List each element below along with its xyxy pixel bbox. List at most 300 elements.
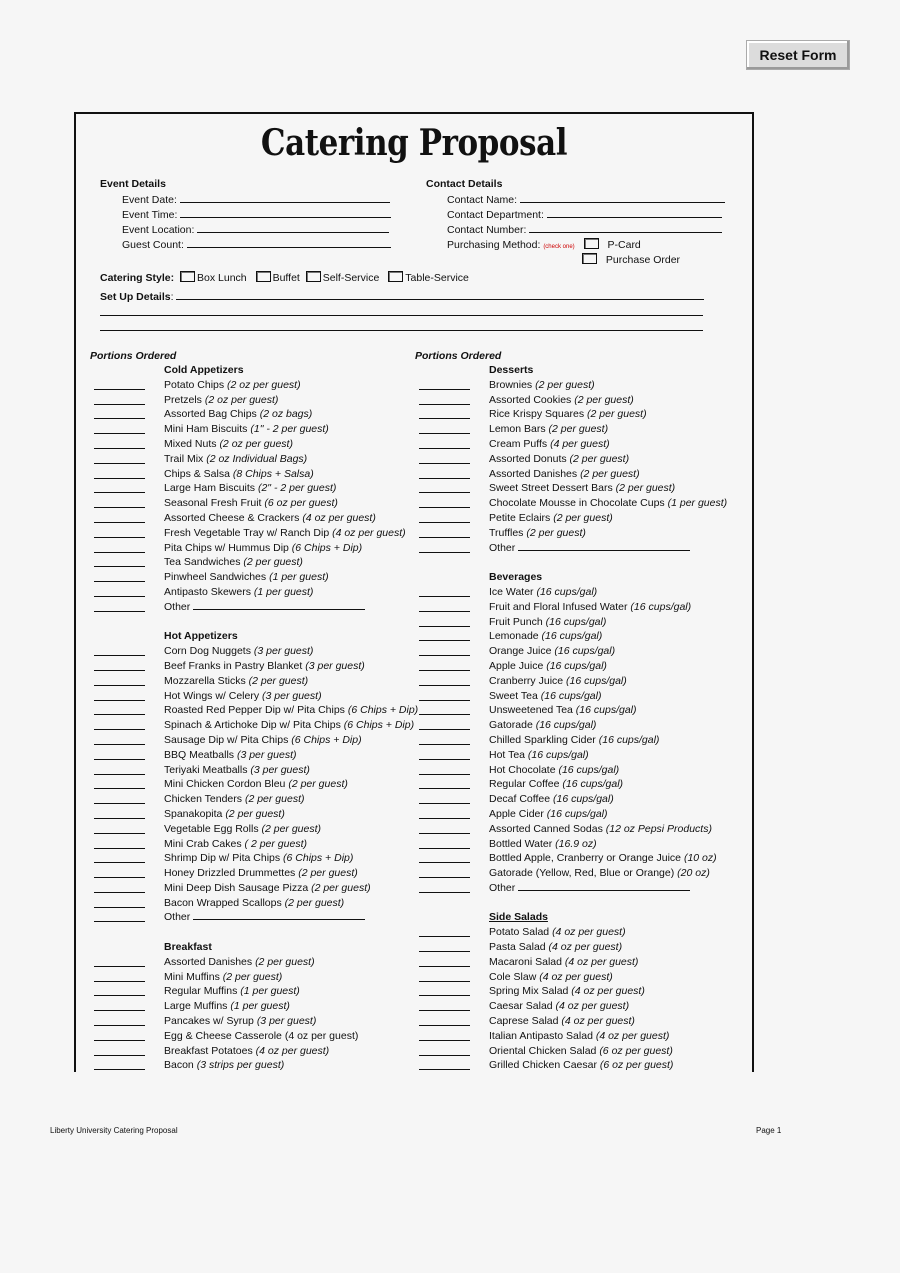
portion-quantity-field[interactable] <box>419 877 470 878</box>
menu-item-label: Spring Mix Salad (4 oz per guest) <box>489 985 645 998</box>
menu-item-label: Brownies (2 per guest) <box>489 378 595 391</box>
menu-item-row <box>94 481 404 496</box>
other-item-row <box>419 881 749 896</box>
menu-item-label: Bottled Water (16.9 oz) <box>489 837 597 850</box>
section-header <box>419 910 749 925</box>
portion-quantity-field[interactable] <box>419 1069 470 1070</box>
menu-item-row <box>419 984 749 999</box>
menu-item-row <box>94 659 404 674</box>
menu-item-row <box>419 452 749 467</box>
menu-item-label: Antipasto Skewers (1 per guest) <box>164 585 314 598</box>
event-date-field[interactable]: Event Date: <box>122 193 390 206</box>
menu-item-label: Other <box>489 541 690 556</box>
menu-item-label: Fruit Punch (16 cups/gal) <box>489 615 607 628</box>
menu-item-row <box>419 940 749 955</box>
portion-quantity-field[interactable] <box>419 492 470 493</box>
menu-item-label: Other <box>164 600 402 615</box>
menu-item-label: Assorted Danishes (2 per guest) <box>489 467 640 480</box>
menu-item-row <box>94 999 404 1014</box>
section-header <box>94 629 404 644</box>
menu-item-label: Roasted Red Pepper Dip w/ Pita Chips (6 Chips + Dip) <box>164 704 419 717</box>
portion-quantity-field[interactable] <box>419 404 470 405</box>
portion-quantity-field[interactable] <box>94 848 145 849</box>
menu-item-label: Italian Antipasto Salad (4 oz per guest) <box>489 1029 670 1042</box>
menu-item-label: Regular Coffee (16 cups/gal) <box>489 778 624 791</box>
other-item-field[interactable] <box>518 542 690 551</box>
menu-item-row <box>419 955 749 970</box>
menu-item-row <box>419 644 749 659</box>
section-title: Desserts <box>489 364 534 376</box>
portion-quantity-field[interactable] <box>94 448 145 449</box>
menu-item-label: Cranberry Juice (16 cups/gal) <box>489 674 627 687</box>
menu-item-label: Spanakopita (2 per guest) <box>164 807 285 820</box>
menu-item-row <box>94 1029 404 1044</box>
menu-item-row <box>94 777 404 792</box>
menu-item-row <box>94 837 404 852</box>
right-menu-column <box>419 363 749 1073</box>
portion-quantity-field[interactable] <box>419 936 470 937</box>
menu-item-label: Cream Puffs (4 per guest) <box>489 437 610 450</box>
setup-line-2[interactable] <box>100 315 703 316</box>
portions-ordered-right: Portions Ordered <box>415 350 502 362</box>
menu-item-row <box>94 422 404 437</box>
menu-item-label: Bottled Apple, Cranberry or Orange Juice (10 oz) <box>489 852 717 865</box>
menu-item-row <box>419 925 749 940</box>
menu-item-row <box>419 733 749 748</box>
menu-item-label: Large Muffins (1 per guest) <box>164 1000 290 1013</box>
menu-item-row <box>94 689 404 704</box>
menu-item-row <box>94 896 404 911</box>
menu-item-row <box>94 1014 404 1029</box>
menu-item-label: Bacon Wrapped Scallops (2 per guest) <box>164 896 345 909</box>
portion-quantity-field[interactable] <box>94 995 145 996</box>
menu-item-label: Egg & Cheese Casserole (4 oz per guest) <box>164 1029 359 1042</box>
portion-quantity-field[interactable] <box>94 552 145 553</box>
menu-item-label: Truffles (2 per guest) <box>489 526 586 539</box>
menu-item-row <box>94 437 404 452</box>
menu-item-label: Pancakes w/ Syrup (3 per guest) <box>164 1015 317 1028</box>
menu-item-label: Chips & Salsa (8 Chips + Salsa) <box>164 467 314 480</box>
menu-item-label: Petite Eclairs (2 per guest) <box>489 511 613 524</box>
portion-quantity-field[interactable] <box>419 552 470 553</box>
portion-quantity-field[interactable] <box>94 492 145 493</box>
menu-item-row <box>94 541 404 556</box>
section-title: Beverages <box>489 571 543 584</box>
menu-item-row <box>94 511 404 526</box>
menu-item-label: Mixed Nuts (2 oz per guest) <box>164 437 293 450</box>
portion-quantity-field[interactable] <box>419 995 470 996</box>
other-item-field[interactable] <box>193 911 365 920</box>
portion-quantity-field[interactable] <box>94 921 145 922</box>
menu-item-label: Bacon (3 strips per guest) <box>164 1059 285 1072</box>
reset-form-button[interactable]: Reset Form <box>746 40 850 70</box>
menu-item-row <box>419 526 749 541</box>
menu-item-label: Pretzels (2 oz per guest) <box>164 393 279 406</box>
left-menu-column <box>94 363 419 1073</box>
menu-item-label: Breakfast Potatoes (4 oz per guest) <box>164 1044 330 1057</box>
menu-item-label: Hot Wings w/ Celery (3 per guest) <box>164 689 322 702</box>
menu-item-label: Cole Slaw (4 oz per guest) <box>489 970 613 983</box>
portion-quantity-field[interactable] <box>419 478 470 479</box>
menu-item-row <box>94 378 404 393</box>
pcard-checkbox[interactable] <box>584 238 599 249</box>
table-service-checkbox[interactable] <box>388 271 403 282</box>
section-header <box>94 940 404 955</box>
contact-department-field[interactable]: Contact Department: <box>447 208 722 221</box>
menu-item-row <box>94 792 404 807</box>
portion-quantity-field[interactable] <box>94 966 145 967</box>
menu-item-label: Teriyaki Meatballs (3 per guest) <box>164 763 310 776</box>
portion-quantity-field[interactable] <box>419 1025 470 1026</box>
portion-quantity-field[interactable] <box>94 1025 145 1026</box>
contact-details-heading: Contact Details <box>426 178 503 190</box>
portion-quantity-field[interactable] <box>94 522 145 523</box>
menu-item-label: Chicken Tenders (2 per guest) <box>164 793 305 806</box>
menu-item-label: Mini Muffins (2 per guest) <box>164 970 283 983</box>
portion-quantity-field[interactable] <box>419 640 470 641</box>
menu-item-row <box>419 629 749 644</box>
portion-quantity-field[interactable] <box>419 418 470 419</box>
portion-quantity-field[interactable] <box>94 433 145 434</box>
menu-item-row <box>94 822 404 837</box>
purchasing-method: Purchasing Method: (check one) P-Card <box>447 239 641 251</box>
menu-item-row <box>419 659 749 674</box>
portion-quantity-field[interactable] <box>94 404 145 405</box>
event-location-field[interactable]: Event Location: <box>122 223 389 236</box>
menu-item-row <box>419 496 749 511</box>
portion-quantity-field[interactable] <box>419 685 470 686</box>
menu-item-row <box>419 600 749 615</box>
menu-item-row <box>94 674 404 689</box>
setup-line-3[interactable] <box>100 330 703 331</box>
portion-quantity-field[interactable] <box>94 581 145 582</box>
menu-item-label: Macaroni Salad (4 oz per guest) <box>489 955 639 968</box>
menu-item-row <box>94 866 404 881</box>
menu-item-label: Beef Franks in Pastry Blanket (3 per guest) <box>164 659 365 672</box>
menu-item-label: Lemonade (16 cups/gal) <box>489 630 603 643</box>
menu-item-row <box>94 467 404 482</box>
portion-quantity-field[interactable] <box>94 463 145 464</box>
menu-item-label: Apple Cider (16 cups/gal) <box>489 807 608 820</box>
check-one-note: (check one) <box>543 244 575 250</box>
purchase-order-checkbox[interactable] <box>582 253 597 264</box>
portion-quantity-field[interactable] <box>94 478 145 479</box>
menu-item-label: Gatorade (Yellow, Red, Blue or Orange) (20 oz) <box>489 867 710 880</box>
portion-quantity-field[interactable] <box>419 433 470 434</box>
menu-item-row <box>94 984 404 999</box>
menu-item-row <box>419 807 749 822</box>
menu-item-label: Decaf Coffee (16 cups/gal) <box>489 793 614 806</box>
menu-item-row <box>419 822 749 837</box>
portion-quantity-field[interactable] <box>419 833 470 834</box>
portion-quantity-field[interactable] <box>419 1040 470 1041</box>
section-title: Breakfast <box>164 941 212 954</box>
portion-quantity-field[interactable] <box>94 862 145 863</box>
menu-item-label: Gatorade (16 cups/gal) <box>489 719 597 732</box>
portion-quantity-field[interactable] <box>419 448 470 449</box>
menu-item-label: Fresh Vegetable Tray w/ Ranch Dip (4 oz per guest) <box>164 526 406 539</box>
portion-quantity-field[interactable] <box>419 611 470 612</box>
box-lunch-checkbox[interactable] <box>180 271 195 282</box>
menu-item-label: Sausage Dip w/ Pita Chips (6 Chips + Dip) <box>164 733 362 746</box>
menu-item-label: Assorted Cookies (2 per guest) <box>489 393 634 406</box>
menu-item-row <box>94 807 404 822</box>
menu-item-row <box>419 703 749 718</box>
self-service-checkbox[interactable] <box>306 271 321 282</box>
menu-item-row <box>419 970 749 985</box>
menu-item-row <box>419 763 749 778</box>
menu-item-label: Assorted Bag Chips (2 oz bags) <box>164 408 313 421</box>
contact-name-field[interactable]: Contact Name: <box>447 193 725 206</box>
portion-quantity-field[interactable] <box>419 714 470 715</box>
portion-quantity-field[interactable] <box>94 1040 145 1041</box>
menu-item-label: Chocolate Mousse in Chocolate Cups (1 per guest) <box>489 497 728 510</box>
portion-quantity-field[interactable] <box>94 670 145 671</box>
menu-item-row <box>419 689 749 704</box>
menu-item-row <box>94 1058 404 1073</box>
guest-count-field[interactable]: Guest Count: <box>122 238 391 251</box>
portion-quantity-field[interactable] <box>94 685 145 686</box>
menu-item-label: Other <box>164 910 402 925</box>
menu-item-row <box>419 792 749 807</box>
menu-item-label: Honey Drizzled Drummettes (2 per guest) <box>164 867 358 880</box>
menu-item-label: Potato Chips (2 oz per guest) <box>164 378 301 391</box>
portion-quantity-field[interactable] <box>419 596 470 597</box>
menu-item-row <box>419 1029 749 1044</box>
portion-quantity-field[interactable] <box>419 537 470 538</box>
portion-quantity-field[interactable] <box>94 389 145 390</box>
menu-item-row <box>419 837 749 852</box>
section-title: Hot Appetizers <box>164 630 238 643</box>
menu-item-row <box>419 407 749 422</box>
portion-quantity-field[interactable] <box>94 714 145 715</box>
portion-quantity-field[interactable] <box>94 981 145 982</box>
portion-quantity-field[interactable] <box>94 877 145 878</box>
portion-quantity-field[interactable] <box>94 759 145 760</box>
portion-quantity-field[interactable] <box>94 774 145 775</box>
event-details-heading: Event Details <box>100 178 166 190</box>
menu-item-label: Seasonal Fresh Fruit (6 oz per guest) <box>164 497 338 510</box>
menu-item-row <box>94 955 404 970</box>
contact-number-field[interactable]: Contact Number: <box>447 223 722 236</box>
menu-item-row <box>94 393 404 408</box>
menu-item-label: Corn Dog Nuggets (3 per guest) <box>164 645 314 658</box>
menu-item-label: Tea Sandwiches (2 per guest) <box>164 556 303 569</box>
spacer <box>94 925 404 940</box>
menu-item-row <box>94 644 404 659</box>
portion-quantity-field[interactable] <box>94 655 145 656</box>
portion-quantity-field[interactable] <box>419 759 470 760</box>
proposal-page <box>74 112 754 1072</box>
menu-item-label: Mini Deep Dish Sausage Pizza (2 per guest) <box>164 881 371 894</box>
portion-quantity-field[interactable] <box>94 700 145 701</box>
menu-item-label: Mozzarella Sticks (2 per guest) <box>164 674 309 687</box>
menu-item-label: Mini Chicken Cordon Bleu (2 per guest) <box>164 778 348 791</box>
menu-item-row <box>94 555 404 570</box>
event-time-field[interactable]: Event Time: <box>122 208 391 221</box>
menu-item-label: Potato Salad (4 oz per guest) <box>489 926 626 939</box>
menu-item-label: Other <box>489 881 690 896</box>
menu-item-row <box>419 851 749 866</box>
menu-item-label: Hot Tea (16 cups/gal) <box>489 748 589 761</box>
menu-item-row <box>419 1058 749 1073</box>
menu-item-label: Shrimp Dip w/ Pita Chips (6 Chips + Dip) <box>164 852 354 865</box>
menu-item-row <box>94 1044 404 1059</box>
menu-item-label: Oriental Chicken Salad (6 oz per guest) <box>489 1044 673 1057</box>
menu-item-label: Trail Mix (2 oz Individual Bags) <box>164 452 308 465</box>
portion-quantity-field[interactable] <box>94 596 145 597</box>
menu-item-label: Pinwheel Sandwiches (1 per guest) <box>164 571 329 584</box>
portion-quantity-field[interactable] <box>419 389 470 390</box>
menu-item-row <box>419 866 749 881</box>
menu-item-label: Assorted Donuts (2 per guest) <box>489 452 630 465</box>
menu-item-label: Sweet Street Dessert Bars (2 per guest) <box>489 482 676 495</box>
other-item-row <box>94 600 404 615</box>
portion-quantity-field[interactable] <box>419 522 470 523</box>
portion-quantity-field[interactable] <box>419 848 470 849</box>
menu-item-row <box>94 570 404 585</box>
menu-item-row <box>94 703 419 718</box>
menu-item-row <box>94 970 404 985</box>
section-header <box>419 363 749 378</box>
portion-quantity-field[interactable] <box>419 655 470 656</box>
spacer <box>419 896 749 911</box>
menu-item-label: Assorted Danishes (2 per guest) <box>164 955 315 968</box>
menu-item-row <box>419 585 749 600</box>
menu-item-row <box>419 1044 749 1059</box>
menu-item-label: Chilled Sparkling Cider (16 cups/gal) <box>489 733 660 746</box>
menu-item-row <box>94 526 404 541</box>
other-item-field[interactable] <box>518 882 690 891</box>
portion-quantity-field[interactable] <box>419 951 470 952</box>
portion-quantity-field[interactable] <box>94 1069 145 1070</box>
portion-quantity-field[interactable] <box>94 1055 145 1056</box>
menu-item-label: Rice Krispy Squares (2 per guest) <box>489 408 647 421</box>
menu-item-label: Ice Water (16 cups/gal) <box>489 585 598 598</box>
portion-quantity-field[interactable] <box>419 463 470 464</box>
catering-style: Catering Style: Box Lunch Buffet Self-Service Table-Service <box>100 272 469 284</box>
portion-quantity-field[interactable] <box>419 626 470 627</box>
menu-item-label: Regular Muffins (1 per guest) <box>164 985 300 998</box>
spacer <box>94 615 404 630</box>
menu-item-row <box>419 777 749 792</box>
portion-quantity-field[interactable] <box>419 966 470 967</box>
menu-item-label: Sweet Tea (16 cups/gal) <box>489 689 602 702</box>
portion-quantity-field[interactable] <box>419 803 470 804</box>
menu-item-label: Mini Ham Biscuits (1" - 2 per guest) <box>164 423 329 436</box>
menu-item-row <box>94 585 404 600</box>
menu-item-label: Hot Chocolate (16 cups/gal) <box>489 763 620 776</box>
portion-quantity-field[interactable] <box>94 892 145 893</box>
portion-quantity-field[interactable] <box>94 788 145 789</box>
menu-item-label: Caprese Salad (4 oz per guest) <box>489 1015 635 1028</box>
portion-quantity-field[interactable] <box>419 700 470 701</box>
buffet-checkbox[interactable] <box>256 271 271 282</box>
menu-item-label: Caesar Salad (4 oz per guest) <box>489 1000 630 1013</box>
menu-item-row <box>419 1014 749 1029</box>
portion-quantity-field[interactable] <box>419 892 470 893</box>
portion-quantity-field[interactable] <box>419 818 470 819</box>
menu-item-row <box>419 674 749 689</box>
portion-quantity-field[interactable] <box>94 507 145 508</box>
menu-item-row <box>94 718 415 733</box>
other-item-row <box>94 910 404 925</box>
portion-quantity-field[interactable] <box>419 774 470 775</box>
portion-quantity-field[interactable] <box>94 566 145 567</box>
portion-quantity-field[interactable] <box>419 788 470 789</box>
menu-item-label: Unsweetened Tea (16 cups/gal) <box>489 704 637 717</box>
menu-item-label: Large Ham Biscuits (2" - 2 per guest) <box>164 482 337 495</box>
portion-quantity-field[interactable] <box>419 862 470 863</box>
menu-item-row <box>419 511 749 526</box>
purchase-order-option: Purchase Order <box>582 253 680 266</box>
portion-quantity-field[interactable] <box>94 729 145 730</box>
portion-quantity-field[interactable] <box>419 981 470 982</box>
menu-item-row <box>94 851 404 866</box>
menu-item-label: Vegetable Egg Rolls (2 per guest) <box>164 822 322 835</box>
portions-ordered-left: Portions Ordered <box>90 350 177 362</box>
portion-quantity-field[interactable] <box>94 537 145 538</box>
menu-item-row <box>419 393 749 408</box>
portion-quantity-field[interactable] <box>419 729 470 730</box>
portion-quantity-field[interactable] <box>94 418 145 419</box>
page-title: Catering Proposal <box>260 122 568 164</box>
portion-quantity-field[interactable] <box>94 1010 145 1011</box>
menu-item-row <box>419 615 749 630</box>
menu-item-row <box>94 763 404 778</box>
menu-item-row <box>94 496 404 511</box>
menu-item-label: Pasta Salad (4 oz per guest) <box>489 941 623 954</box>
portion-quantity-field[interactable] <box>419 1055 470 1056</box>
portion-quantity-field[interactable] <box>94 818 145 819</box>
portion-quantity-field[interactable] <box>419 744 470 745</box>
footer-title: Liberty University Catering Proposal <box>50 1126 178 1135</box>
menu-item-label: Assorted Canned Sodas (12 oz Pepsi Products) <box>489 822 712 835</box>
portion-quantity-field[interactable] <box>94 611 145 612</box>
menu-item-row <box>419 748 749 763</box>
menu-item-row <box>94 452 404 467</box>
other-item-field[interactable] <box>193 601 365 610</box>
menu-item-label: BBQ Meatballs (3 per guest) <box>164 748 297 761</box>
section-header <box>94 363 404 378</box>
menu-item-row <box>419 378 749 393</box>
menu-item-label: Mini Crab Cakes ( 2 per guest) <box>164 837 307 850</box>
setup-details-field[interactable]: Set Up Details: <box>100 290 704 303</box>
portion-quantity-field[interactable] <box>94 907 145 908</box>
portion-quantity-field[interactable] <box>94 803 145 804</box>
portion-quantity-field[interactable] <box>419 507 470 508</box>
menu-item-row <box>94 733 404 748</box>
portion-quantity-field[interactable] <box>94 744 145 745</box>
menu-item-row <box>419 481 749 496</box>
menu-item-row <box>419 999 749 1014</box>
menu-item-label: Spinach & Artichoke Dip w/ Pita Chips (6 Chips + Dip) <box>164 719 415 732</box>
menu-item-label: Apple Juice (16 cups/gal) <box>489 659 607 672</box>
section-title: Cold Appetizers <box>164 364 244 376</box>
menu-item-row <box>94 407 404 422</box>
menu-item-row <box>419 437 749 452</box>
spacer <box>419 555 749 570</box>
portion-quantity-field[interactable] <box>419 1010 470 1011</box>
portion-quantity-field[interactable] <box>94 833 145 834</box>
menu-item-row <box>94 881 404 896</box>
menu-item-row <box>419 422 749 437</box>
portion-quantity-field[interactable] <box>419 670 470 671</box>
menu-item-row <box>419 718 749 733</box>
menu-item-label: Pita Chips w/ Hummus Dip (6 Chips + Dip) <box>164 541 363 554</box>
other-item-row <box>419 541 749 556</box>
section-header <box>419 570 749 585</box>
